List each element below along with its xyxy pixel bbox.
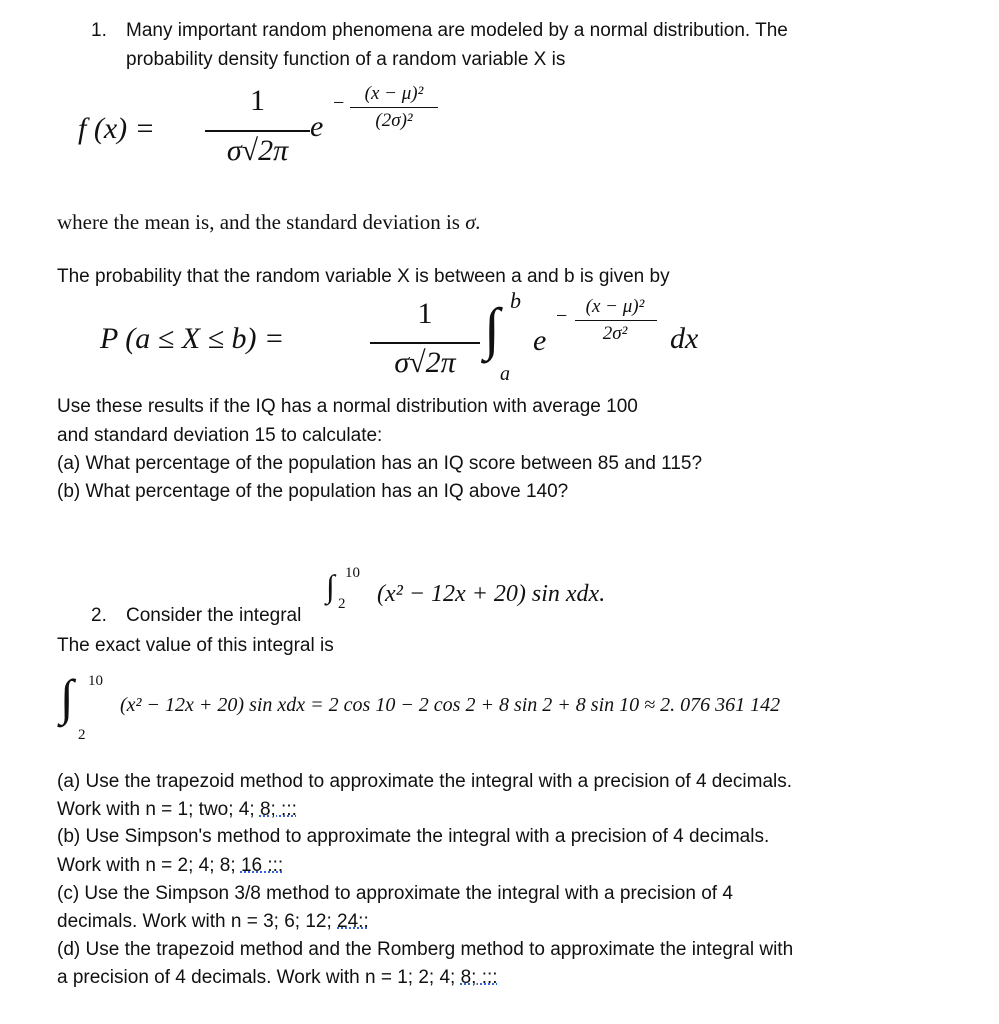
pdf-denominator: σ√2π (226, 134, 289, 167)
prob-e: e (533, 324, 547, 357)
task-2d-line-2-text: a precision of 4 decimals. Work with n = 1; 2; 4; (57, 967, 461, 988)
task-2d-line-2-tail: 8; ::: (460, 967, 498, 988)
pdf-exp-numerator: (x − μ)² (364, 83, 424, 104)
big-lower-limit: 2 (78, 727, 86, 743)
problem-1-number: 1. (91, 20, 107, 41)
small-upper-limit: 10 (345, 565, 360, 581)
pdf-e: e (310, 110, 324, 143)
prob-lhs: P (a ≤ X ≤ b) = (100, 322, 285, 355)
task-2a-line-2-text: Work with n = 1; two; 4; (57, 799, 260, 820)
where-text-body: where the mean is, and the standard deviation is (57, 210, 460, 234)
where-sigma: σ. (465, 210, 481, 234)
small-integral-sign: ∫ (326, 568, 335, 604)
task-2c-line-2-text: decimals. Work with n = 3; 6; 12; (57, 911, 338, 932)
question-1b: (b) What percentage of the population has an IQ above 140? (57, 481, 569, 502)
task-2c-line-2 (57, 911, 369, 933)
task-2b-line-2 (57, 855, 283, 877)
big-upper-limit: 10 (88, 673, 103, 689)
task-2d-line-1: (d) Use the trapezoid method and the Romberg method to approximate the integral with (57, 939, 794, 960)
pdf-exp-denominator: (2σ)² (375, 110, 413, 131)
task-2b-line-2-text: Work with n = 2; 4; 8; (57, 855, 241, 876)
task-2a-line-2 (57, 799, 297, 821)
where-text (57, 210, 481, 235)
pdf-lhs: f (x) = (78, 112, 155, 145)
prob-dx: dx (670, 322, 699, 355)
task-2b-line-2-tail: 16 ::: (240, 855, 284, 876)
use-results-line-2: and standard deviation 15 to calculate: (57, 425, 383, 446)
pdf-fraction-bar (205, 130, 310, 132)
prob-denominator: σ√2π (394, 346, 456, 379)
big-expression: (x² − 12x + 20) sin xdx = 2 cos 10 − 2 cos 2 + 8 sin 2 + 8 sin 10 ≈ 2. 076 361 142 (120, 694, 781, 716)
pdf-numerator: 1 (250, 84, 265, 117)
prob-exp-bar (575, 320, 657, 321)
problem-2-number: 2. (91, 605, 107, 626)
prob-lower-limit: a (500, 363, 510, 385)
task-2d-line-2 (57, 967, 498, 989)
prob-fraction-bar (370, 342, 480, 344)
task-2b-line-1: (b) Use Simpson's method to approximate the integral with a precision of 4 decimals. (57, 826, 770, 847)
problem-1-intro-line-2: probability density function of a random variable X is (126, 49, 566, 70)
exact-value-text: The exact value of this integral is (57, 635, 334, 656)
problem-1-intro-line-1: Many important random phenomena are modeled by a normal distribution. The (126, 20, 788, 41)
big-integral-sign: ∫ (60, 669, 74, 725)
question-1a: (a) What percentage of the population has an IQ score between 85 and 115? (57, 453, 703, 474)
task-2c-line-2-tail: 24:: (337, 911, 369, 932)
prob-numerator: 1 (417, 297, 433, 330)
pdf-exp-bar (350, 107, 438, 108)
use-results-line-1: Use these results if the IQ has a normal distribution with average 100 (57, 396, 638, 417)
prob-exp-minus: − (556, 305, 568, 327)
probability-intro: The probability that the random variable X is between a and b is given by (57, 266, 670, 287)
task-2a-line-1: (a) Use the trapezoid method to approximate the integral with a precision of 4 decimals. (57, 771, 793, 792)
prob-exp-numerator: (x − μ)² (585, 296, 645, 317)
prob-exp-denominator: 2σ² (602, 323, 628, 344)
prob-upper-limit: b (510, 288, 521, 313)
task-2c-line-1: (c) Use the Simpson 3/8 method to approximate the integral with a precision of 4 (57, 883, 733, 904)
task-2a-line-2-tail: 8; ::: (259, 799, 297, 820)
small-lower-limit: 2 (338, 596, 346, 612)
small-integrand: (x² − 12x + 20) sin xdx. (377, 581, 606, 607)
prob-integral-sign: ∫ (484, 296, 500, 361)
pdf-exp-minus: − (333, 92, 345, 114)
problem-2-consider: Consider the integral (126, 605, 302, 626)
